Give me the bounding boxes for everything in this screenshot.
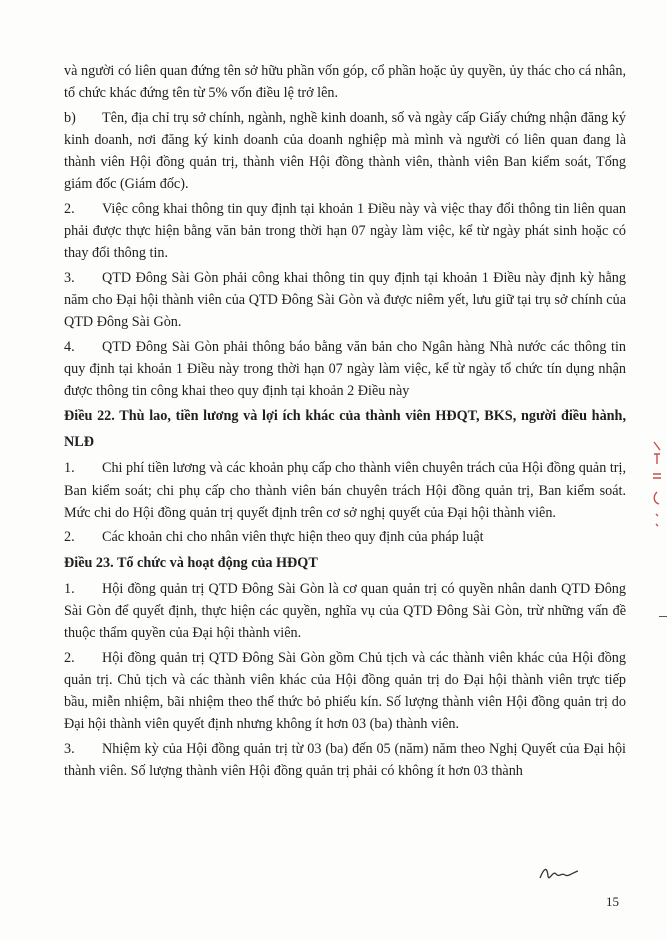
paragraph-item-2 [64,198,626,265]
clause-number: b) [64,109,76,126]
clause-text: Nhiệm kỳ của Hội đồng quản trị từ 03 (ba) đến 05 (năm) năm theo Nghị Quyết của Đại hội thành viên. Số lượng thành viên Hội đồng quản trị phải có không ít hơn 03 thành [64,740,626,780]
clause-number: 4. [64,338,75,355]
article-22-heading: Điều 22. Thù lao, tiền lương và lợi ích khác của thành viên HĐQT, BKS, người điều hành, NLĐ [64,408,626,451]
paragraph-clause-b [64,107,626,196]
clause-text: Chi phí tiền lương và các khoản phụ cấp cho thành viên chuyên trách của Hội đồng quản trị, Ban kiểm soát; chi phụ cấp cho thành viên bán chuyên trách Hội đồng quản trị, Ban kiểm soát. Mức chi do Hội đồng quản trị quyết định trên cơ sở nghị quyết của Đại hội thành viên. [64,460,626,522]
clause-text: QTD Đông Sài Gòn phải thông báo bằng văn bản cho Ngân hàng Nhà nước các thông tin quy định tại khoản 1 Điều này trong thời hạn 07 ngày làm việc, kể từ ngày tổ chức tín dụng nhận được thông tin công khai theo quy định tại khoản 2 Điều này [64,338,626,400]
article-23-heading: Điều 23. Tổ chức và hoạt động của HĐQT [64,554,318,571]
clause-text: Hội đồng quản trị QTD Đông Sài Gòn là cơ quan quản trị có quyền nhân danh QTD Đông Sài Gòn để quyết định, thực hiện các quyền, nghĩa vụ của QTD Đông Sài Gòn, trừ những vấn đề thuộc thẩm quyền của Đại hội thành viên. [64,580,626,642]
paragraph-continuation: và người có liên quan đứng tên sở hữu phần vốn góp, cổ phần hoặc ủy quyền, ủy thác cho cá nhân, tổ chức khác đứng tên từ 5% vốn điều lệ trở lên. [64,63,626,102]
paragraph-item-3 [64,267,626,334]
article-23-item-2 [64,647,626,736]
article-23-item-1 [64,578,626,645]
page-number: 15 [606,894,619,909]
clause-number: 1. [64,460,75,477]
paragraph-item-4 [64,336,626,403]
clause-number: 1. [64,580,75,597]
clause-text: Các khoản chi cho nhân viên thực hiện theo quy định của pháp luật [102,529,484,546]
clause-text: Tên, địa chỉ trụ sở chính, ngành, nghề kinh doanh, số và ngày cấp Giấy chứng nhận đăng ký kinh doanh, nơi đăng ký kinh doanh của doanh nghiệp mà mình và người có liên quan đang là thành viên Hội đồng quản trị, thành viên Hội đồng thành viên, thành viên Ban kiểm soát, Tổng giám đốc (Giám đốc). [64,109,626,193]
clause-text: Việc công khai thông tin quy định tại khoản 1 Điều này và việc thay đổi thông tin liên quan phải được thực hiện bằng văn bản trong thời hạn 07 ngày làm việc, kể từ ngày phát sinh hoặc có thay đổi thông tin. [64,200,626,262]
handwritten-initial [538,862,582,884]
clause-text: QTD Đông Sài Gòn phải công khai thông tin quy định tại khoản 1 Điều này định kỳ hằng năm cho Đại hội thành viên của QTD Đông Sài Gòn và được niêm yết, lưu giữ tại trụ sở chính của QTD Đông Sài Gòn. [64,269,626,331]
clause-number: 2. [64,649,75,666]
clause-text: Hội đồng quản trị QTD Đông Sài Gòn gồm Chủ tịch và các thành viên khác của Hội đồng quản trị. Chủ tịch và các thành viên khác của Hội đồng quản trị do Đại hội thành viên trực tiếp bầu, miễn nhiệm, bãi nhiệm theo thể thức bỏ phiếu kín. Số lượng thành viên Hội đồng quản trị do Đại hội thành viên quyết định nhưng không ít hơn 03 (ba) thành viên. [64,649,626,733]
document-body [64,60,626,782]
margin-stamp-mark [650,440,664,540]
article-23-item-3 [64,738,626,783]
article-22-item-2 [64,526,626,548]
scan-artifact [659,616,667,617]
clause-number: 3. [64,269,75,286]
clause-number: 3. [64,740,75,757]
clause-number: 2. [64,529,75,546]
article-22-item-1 [64,457,626,524]
clause-number: 2. [64,200,75,217]
